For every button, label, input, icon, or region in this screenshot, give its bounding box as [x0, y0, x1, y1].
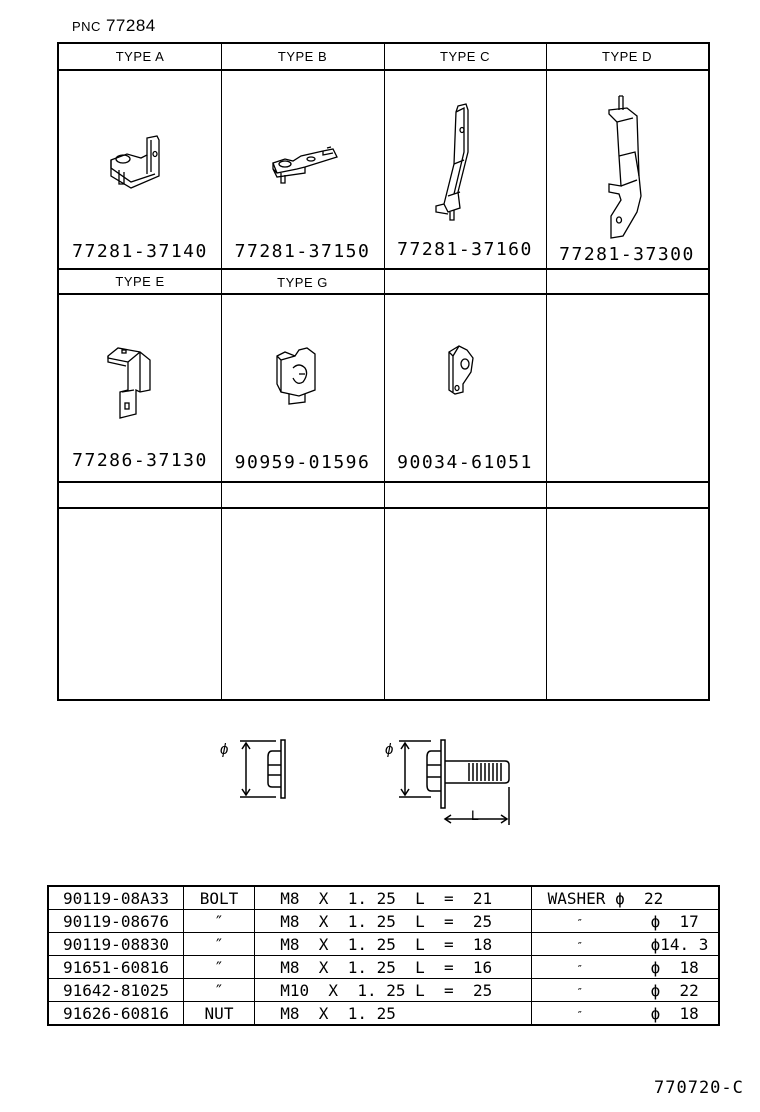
diameter-spec: ϕ 18 [650, 1003, 699, 1023]
table-row[interactable] [48, 956, 719, 979]
bracket-type-e-illustration[interactable] [106, 346, 161, 431]
part-number[interactable]: 77281-37150 [234, 241, 371, 262]
diameter-spec: ϕ 17 [650, 911, 699, 931]
washer-cell [532, 933, 720, 956]
kind-cell: ″ [184, 979, 255, 1002]
diameter-spec: ϕ14. 3 [650, 934, 709, 954]
length-spec: L = 25 [415, 980, 493, 1000]
table-row[interactable] [48, 886, 719, 910]
washer-cell [532, 956, 720, 979]
part-number-cell[interactable]: 90119-08676 [48, 910, 184, 933]
washer-cell [532, 910, 720, 933]
part-number-cell[interactable]: 91651-60816 [48, 956, 184, 979]
washer-label: ″ [576, 1008, 584, 1022]
thread-length-cell [255, 956, 532, 979]
part-number-cell[interactable]: 91626-60816 [48, 1002, 184, 1026]
grid-divider [384, 44, 385, 699]
table-row[interactable] [48, 1002, 719, 1026]
thread-spec: M8 X 1. 25 [280, 957, 396, 977]
bracket-type-b-illustration[interactable] [271, 147, 343, 202]
kind-cell: NUT [184, 1002, 255, 1026]
thread-length-cell [255, 979, 532, 1002]
washer-label: ″ [576, 939, 584, 953]
washer-label: ″ [576, 916, 584, 930]
part-number[interactable]: 90034-61051 [397, 452, 533, 473]
thread-spec: M8 X 1. 25 [280, 934, 396, 954]
thread-spec: M8 X 1. 25 [280, 888, 396, 908]
thread-length-cell [255, 933, 532, 956]
type-label: TYPE C [440, 49, 490, 64]
part-number[interactable]: 77281-37300 [559, 244, 695, 265]
kind-cell: BOLT [184, 886, 255, 910]
thread-spec: M10 X 1. 25 [280, 980, 406, 1000]
length-spec: L = 16 [415, 957, 493, 977]
diameter-spec: ϕ 22 [650, 980, 699, 1000]
pnc-title [72, 16, 156, 36]
table-row[interactable] [48, 933, 719, 956]
grid-divider [546, 44, 547, 699]
fastener-spec-table [47, 885, 720, 1026]
thread-spec: M8 X 1. 25 [280, 1003, 396, 1023]
thread-length-cell [255, 1002, 532, 1026]
flange-bolt-dimension-diagram [385, 735, 515, 840]
type-label: TYPE G [277, 275, 328, 290]
type-label: TYPE A [115, 49, 165, 64]
thread-length-cell [255, 886, 532, 910]
washer-label: ″ [576, 962, 584, 976]
part-number-cell[interactable]: 90119-08A33 [48, 886, 184, 910]
length-symbol: L [471, 807, 479, 823]
thread-spec: M8 X 1. 25 [280, 911, 396, 931]
part-number[interactable]: 77286-37130 [72, 450, 208, 471]
part-number-cell[interactable]: 90119-08830 [48, 933, 184, 956]
part-number-cell[interactable]: 91642-81025 [48, 979, 184, 1002]
bracket-type-a-illustration[interactable] [107, 136, 177, 211]
diameter-symbol: ϕ [220, 741, 229, 758]
washer-cell [532, 886, 720, 910]
type-label: TYPE E [115, 274, 165, 289]
washer-cell [532, 1002, 720, 1026]
clip-type-g-illustration[interactable] [275, 344, 325, 419]
pnc-prefix: PNC [72, 19, 101, 34]
kind-cell: ″ [184, 910, 255, 933]
type-label: TYPE B [277, 49, 328, 64]
parts-grid [57, 42, 710, 701]
washer-label: WASHER [547, 888, 606, 908]
length-spec: L = 18 [415, 934, 493, 954]
type-label: TYPE D [602, 49, 652, 64]
thread-length-cell [255, 910, 532, 933]
bracket-type-c-illustration[interactable] [434, 104, 484, 229]
part-number[interactable]: 77281-37160 [397, 239, 533, 260]
drawing-code: 770720-C [654, 1078, 744, 1098]
diameter-spec: ϕ 18 [650, 957, 699, 977]
diameter-symbol: ϕ [385, 741, 394, 758]
kind-cell: ″ [184, 956, 255, 979]
length-spec: L = 25 [415, 911, 493, 931]
table-row[interactable] [48, 910, 719, 933]
washer-cell [532, 979, 720, 1002]
length-spec: L = 21 [415, 888, 493, 908]
diameter-spec: ϕ 22 [615, 888, 664, 908]
pnc-number: 77284 [105, 16, 156, 35]
clamp-illustration[interactable] [443, 346, 483, 411]
table-row[interactable] [48, 979, 719, 1002]
flange-nut-dimension-diagram [218, 735, 298, 810]
part-number[interactable]: 90959-01596 [234, 452, 371, 473]
bracket-type-d-illustration[interactable] [597, 96, 657, 251]
kind-cell: ″ [184, 933, 255, 956]
washer-label: ″ [576, 985, 584, 999]
part-number[interactable]: 77281-37140 [72, 241, 208, 262]
grid-divider [221, 44, 222, 699]
